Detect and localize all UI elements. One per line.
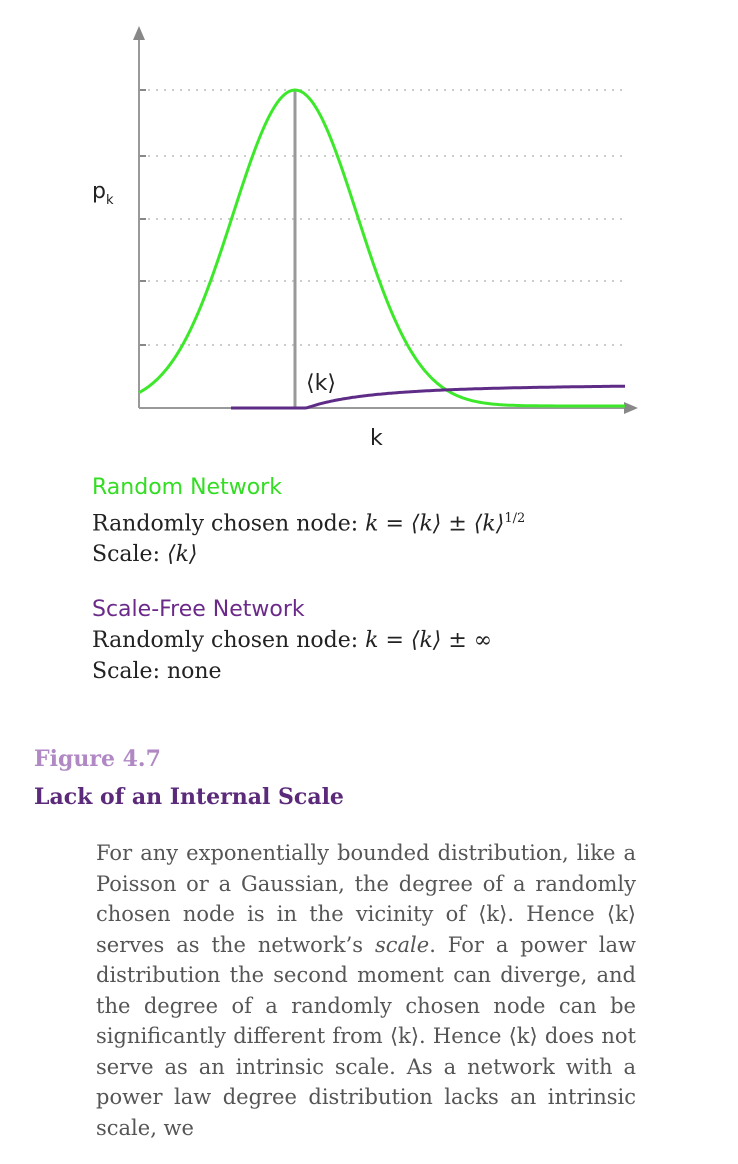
caption-part-2: . For a power law distribution the second moment can diverge, and the degree of a randomly chosen node can be significantly different from ⟨k⟩. Hence ⟨k⟩ does not serve as an intrinsic scale. As a network with a power law degree distribution lacks an intrinsic scale, we — [96, 932, 636, 1140]
caption-emphasis: scale — [374, 932, 430, 957]
scale-free-network-row2 — [92, 656, 492, 687]
random-network-row1 — [92, 503, 525, 539]
random-network-row2 — [92, 539, 525, 570]
scale-free-network-legend — [92, 594, 492, 687]
scale-free-network-title: Scale-Free Network — [92, 597, 305, 622]
figure-number: Figure 4.7 — [34, 746, 161, 772]
figure-caption — [96, 838, 636, 1143]
random-row2-math: ⟨k⟩ — [166, 542, 198, 568]
random-network-curve — [139, 90, 625, 406]
y-axis-label: $p_k$ — [92, 179, 114, 208]
sf-row1-math: k = ⟨k⟩ ± ∞ — [365, 628, 493, 653]
random-network-legend — [92, 472, 525, 570]
random-row1-sup: 1/2 — [504, 511, 526, 526]
sf-row2-label: Scale: none — [92, 659, 222, 684]
figure-title: Lack of an Internal Scale — [34, 784, 344, 810]
y-axis-arrow — [133, 26, 145, 40]
sf-row1-label: Randomly chosen node: — [92, 628, 359, 653]
scale-free-network-row1 — [92, 625, 492, 656]
grid-lines — [140, 90, 628, 345]
random-row1-math: k = ⟨k⟩ ± ⟨k⟩ — [365, 511, 505, 537]
random-row1-label: Randomly chosen node: — [92, 511, 359, 537]
random-network-title: Random Network — [92, 475, 282, 500]
random-row2-label: Scale: — [92, 542, 160, 568]
mean-degree-annotation: ⟨k⟩ — [306, 371, 336, 396]
degree-distribution-chart — [0, 0, 738, 460]
caption-part-1: For any exponentially bounded distribution, like a Poisson or a Gaussian, the degree of a randomly chosen node is in the vicinity of ⟨k⟩. Hence ⟨k⟩ serves as the network’s — [96, 841, 636, 957]
x-axis-arrow — [624, 402, 638, 414]
x-axis-label: k — [370, 426, 383, 451]
